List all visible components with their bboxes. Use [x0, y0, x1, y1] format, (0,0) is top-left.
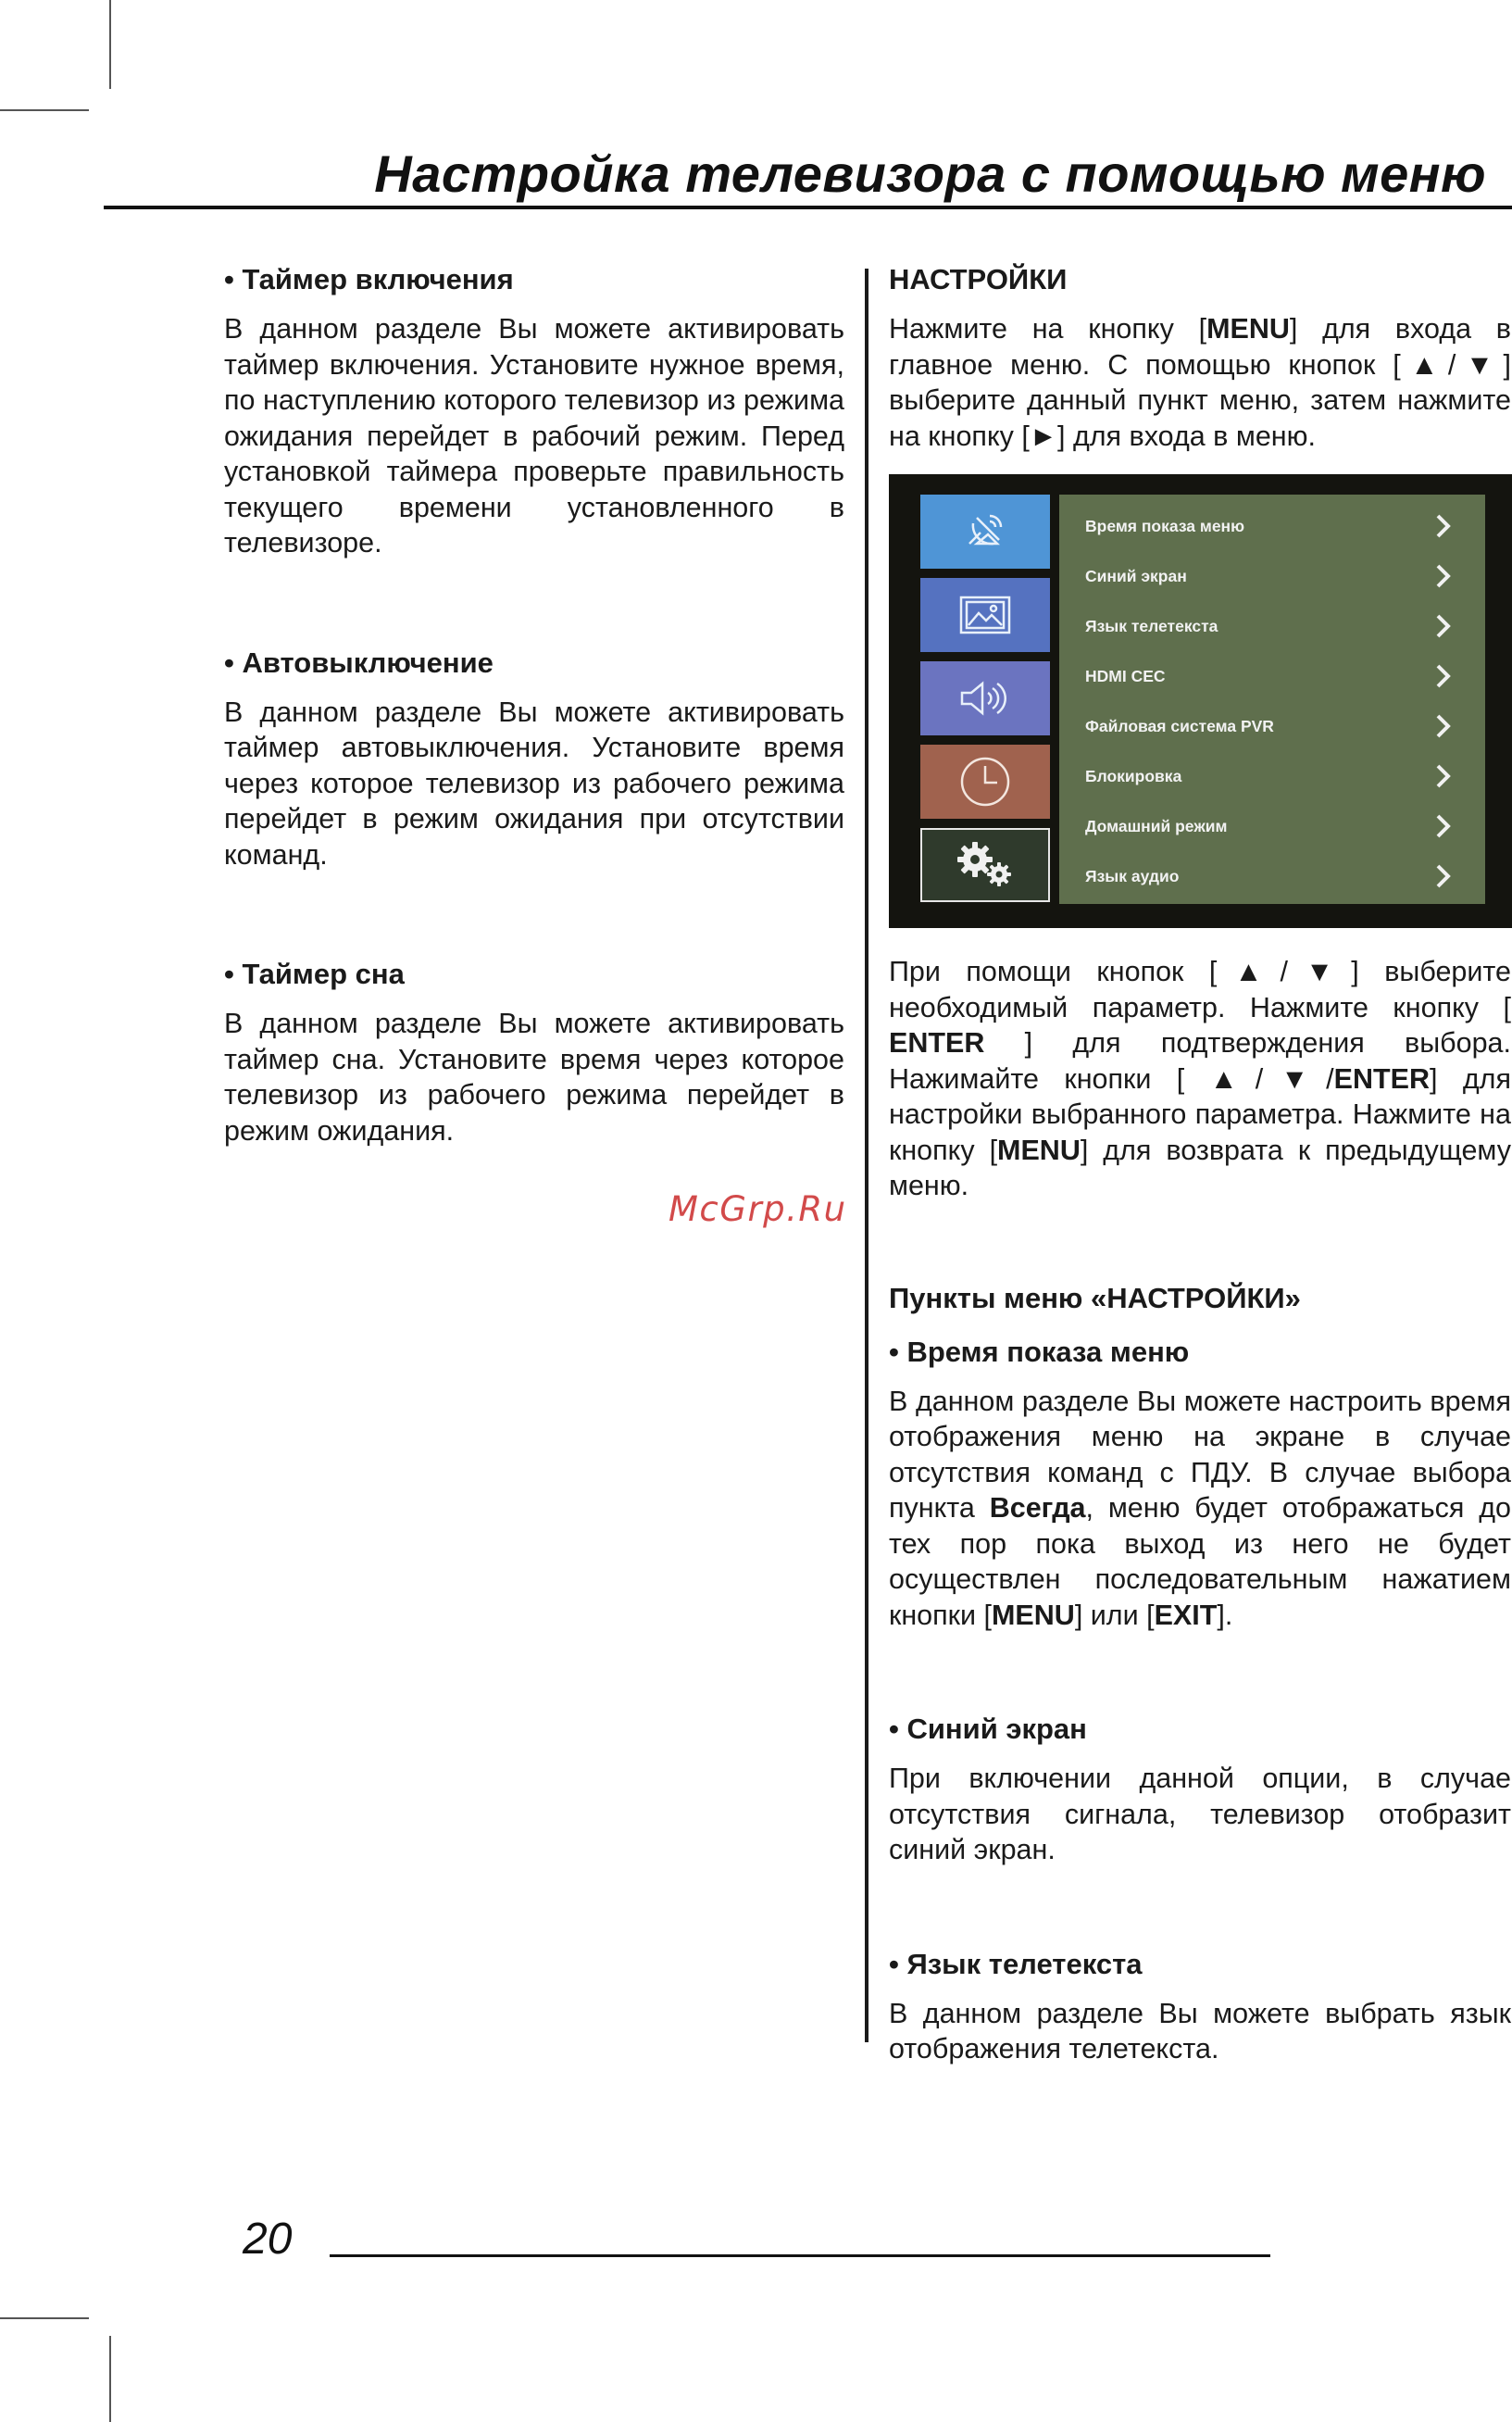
left-column — [224, 261, 844, 1148]
chevron-right-icon — [1435, 663, 1452, 689]
section-heading-blue-screen: • Синий экран — [889, 1713, 1087, 1745]
section-heading-menu-time: • Время показа меню — [889, 1335, 1190, 1368]
chevron-right-icon — [1435, 563, 1452, 589]
section-heading-power-on-timer: • Таймер включения — [224, 263, 514, 295]
settings-intro: Нажмите на кнопку [MENU] для входа в главное меню. С помощью кнопок [▲/▼] выберите данный пункт меню, затем нажмите на кнопку [►] для входа в меню. — [889, 313, 1512, 452]
settings-menu-list — [1059, 495, 1485, 904]
menu-item-blue-screen[interactable]: Синий экран — [1085, 558, 1474, 595]
picture-icon — [958, 595, 1012, 635]
watermark: McGrp.Ru — [669, 1189, 847, 1229]
menu-item-home-mode[interactable]: Домашний режим — [1085, 808, 1474, 845]
crop-mark — [0, 109, 89, 111]
section-heading-teletext-language: • Язык телетекста — [889, 1947, 1143, 1980]
chevron-right-icon — [1435, 513, 1452, 539]
chevron-right-icon — [1435, 763, 1452, 789]
chevron-right-icon — [1435, 713, 1452, 739]
section-text-menu-time: В данном разделе Вы можете настроить время отображения меню на экране в случае отсутствия команд с ПДУ. В случае выбора пункта Всегда, меню будет отображаться до тех пор пока выход из него не будет осуществлен последовательным нажатием кнопки [MENU] или [EXIT]. — [889, 1385, 1511, 1631]
settings-items-heading: Пункты меню «НАСТРОЙКИ» — [889, 1281, 1301, 1314]
menu-item-audio-language[interactable]: Язык аудио — [1085, 858, 1474, 895]
page-number: 20 — [243, 2215, 293, 2264]
satellite-icon — [960, 507, 1010, 557]
section-text-auto-off: В данном разделе Вы можете активировать таймер автовыключения. Установите время через которое телевизор из рабочего режима перейдет в режим ожидания при отсутствии команд. — [224, 696, 844, 871]
right-column-bottom — [889, 954, 1511, 2067]
chevron-right-icon — [1435, 813, 1452, 839]
menu-item-hdmi-cec[interactable]: HDMI CEC — [1085, 658, 1474, 695]
menu-tile-settings — [920, 828, 1050, 902]
tv-settings-menu-screenshot — [889, 474, 1512, 928]
right-column-top — [889, 261, 1511, 454]
menu-tile-sound — [920, 661, 1050, 735]
crop-mark — [0, 2317, 89, 2319]
crop-mark — [109, 2336, 111, 2422]
section-text-blue-screen: При включении данной опции, в случае отсутствия сигнала, телевизор отобразит синий экран. — [889, 1763, 1511, 1865]
crop-mark — [109, 0, 111, 89]
chevron-right-icon — [1435, 863, 1452, 889]
settings-navigation-text: При помощи кнопок [▲/▼] выберите необходимый параметр. Нажмите кнопку [ ENTER ] для подтверждения выбора. Нажимайте кнопки [ ▲/▼/ENTER] для настройки выбранного параметра. Нажмите на кнопку [MENU] для возврата к предыдущему меню. — [889, 956, 1511, 1201]
menu-tile-time — [920, 745, 1050, 819]
menu-tile-channel — [920, 495, 1050, 569]
section-text-sleep-timer: В данном разделе Вы можете активировать таймер сна. Установите время через которое телевизор из рабочего режима перейдет в режим ожидания. — [224, 1008, 844, 1147]
settings-heading: НАСТРОЙКИ — [889, 263, 1068, 295]
section-heading-sleep-timer: • Таймер сна — [224, 958, 405, 990]
menu-item-menu-time[interactable]: Время показа меню — [1085, 508, 1474, 545]
page-title: Настройка телевизора с помощью меню — [374, 144, 1486, 203]
menu-item-teletext-language[interactable]: Язык телетекста — [1085, 608, 1474, 645]
menu-item-lock[interactable]: Блокировка — [1085, 758, 1474, 795]
chevron-right-icon — [1435, 613, 1452, 639]
column-divider — [865, 269, 868, 2042]
footer-rule — [330, 2254, 1270, 2257]
title-rule — [104, 206, 1512, 209]
section-text-power-on-timer: В данном разделе Вы можете активировать таймер включения. Установите нужное время, по наступлению которого телевизор из режима ожидания перейдет в рабочий режим. Перед установкой таймера проверьте правильность текущего времени установленного в телевизоре. — [224, 313, 844, 558]
clock-icon — [958, 755, 1012, 809]
menu-tile-picture — [920, 578, 1050, 652]
section-text-teletext-language: В данном разделе Вы можете выбрать язык отображения телетекста. — [889, 1997, 1511, 2064]
section-heading-auto-off: • Автовыключение — [224, 646, 494, 679]
gears-icon — [953, 839, 1018, 891]
sound-icon — [958, 678, 1012, 719]
menu-item-pvr-filesystem[interactable]: Файловая система PVR — [1085, 708, 1474, 745]
